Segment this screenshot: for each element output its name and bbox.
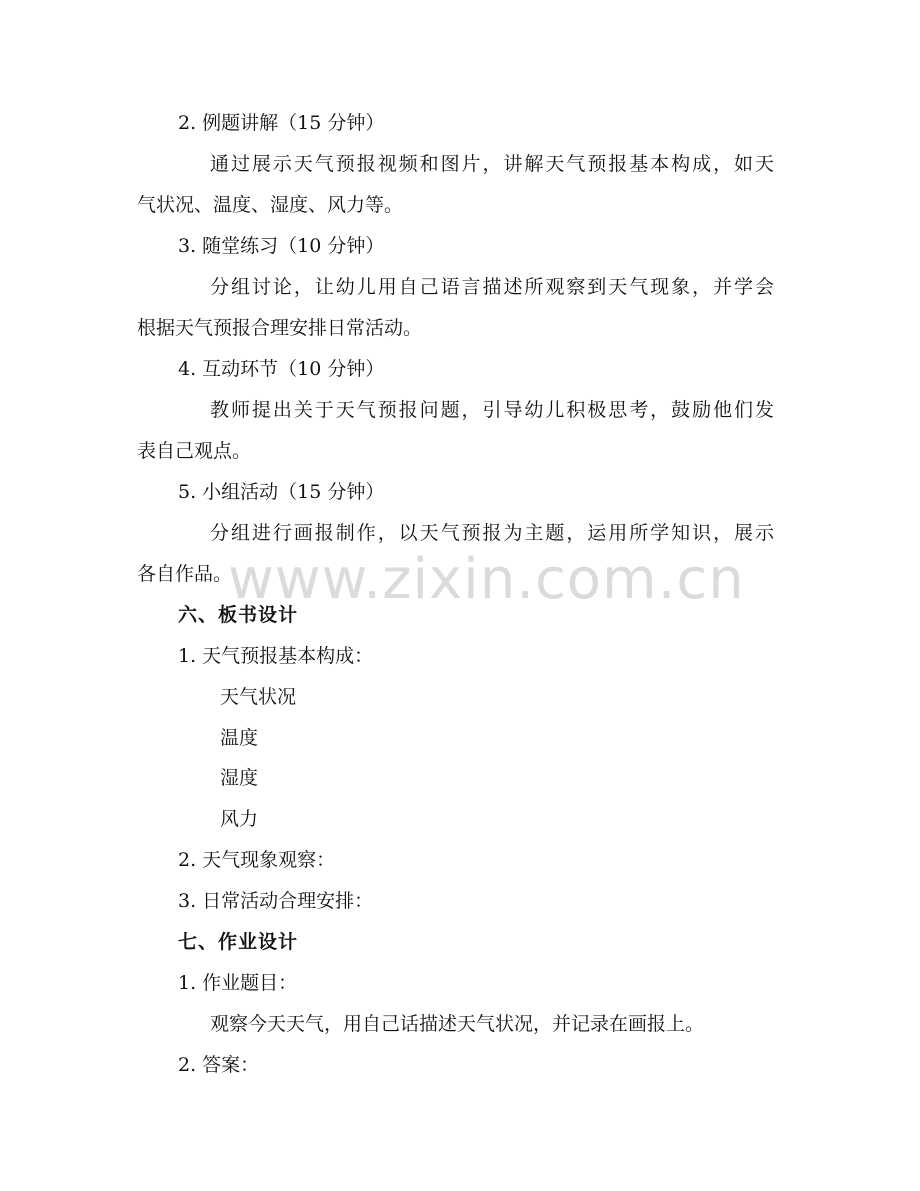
homework-item2: 2. 答案： bbox=[178, 1054, 260, 1076]
homework-item1-text: 观察今天天气，用自己话描述天气状况，并记录在画报上。 bbox=[210, 1013, 705, 1035]
item3-title: 3. 随堂练习（10 分钟） bbox=[178, 235, 385, 257]
board-item1: 1. 天气预报基本构成： bbox=[178, 645, 374, 667]
item4-title: 4. 互动环节（10 分钟） bbox=[178, 358, 385, 380]
board-design-heading: 六、板书设计 bbox=[178, 604, 299, 626]
board-item3: 3. 日常活动合理安排： bbox=[178, 890, 374, 912]
board-subitem-humidity: 湿度 bbox=[220, 767, 259, 789]
item5-title: 5. 小组活动（15 分钟） bbox=[178, 481, 385, 503]
board-subitem-wind: 风力 bbox=[220, 808, 259, 830]
board-subitem-temperature: 温度 bbox=[220, 727, 259, 749]
item4-text-line2: 表自己观点。 bbox=[137, 440, 252, 462]
item2-title: 2. 例题讲解（15 分钟） bbox=[178, 112, 385, 134]
homework-item1: 1. 作业题目： bbox=[178, 972, 298, 994]
item3-text-line2: 根据天气预报合理安排日常活动。 bbox=[137, 317, 423, 339]
board-item2: 2. 天气现象观察： bbox=[178, 849, 336, 871]
item3-text-line1: 分组讨论，让幼儿用自己语言描述所观察到天气现象，并学会 bbox=[210, 276, 774, 298]
item4-text-line1: 教师提出关于天气预报问题，引导幼儿积极思考，鼓励他们发 bbox=[210, 399, 774, 421]
item2-text-line1: 通过展示天气预报视频和图片，讲解天气预报基本构成，如天 bbox=[210, 153, 774, 175]
homework-design-heading: 七、作业设计 bbox=[178, 931, 299, 953]
item2-text-line2: 气状况、温度、湿度、风力等。 bbox=[137, 194, 404, 216]
item5-text-line1: 分组进行画报制作，以天气预报为主题，运用所学知识，展示 bbox=[210, 522, 774, 544]
watermark: www.zixin.com.cn bbox=[228, 547, 745, 612]
board-subitem-weather: 天气状况 bbox=[220, 686, 297, 708]
item5-text-line2: 各自作品。 bbox=[137, 563, 233, 585]
